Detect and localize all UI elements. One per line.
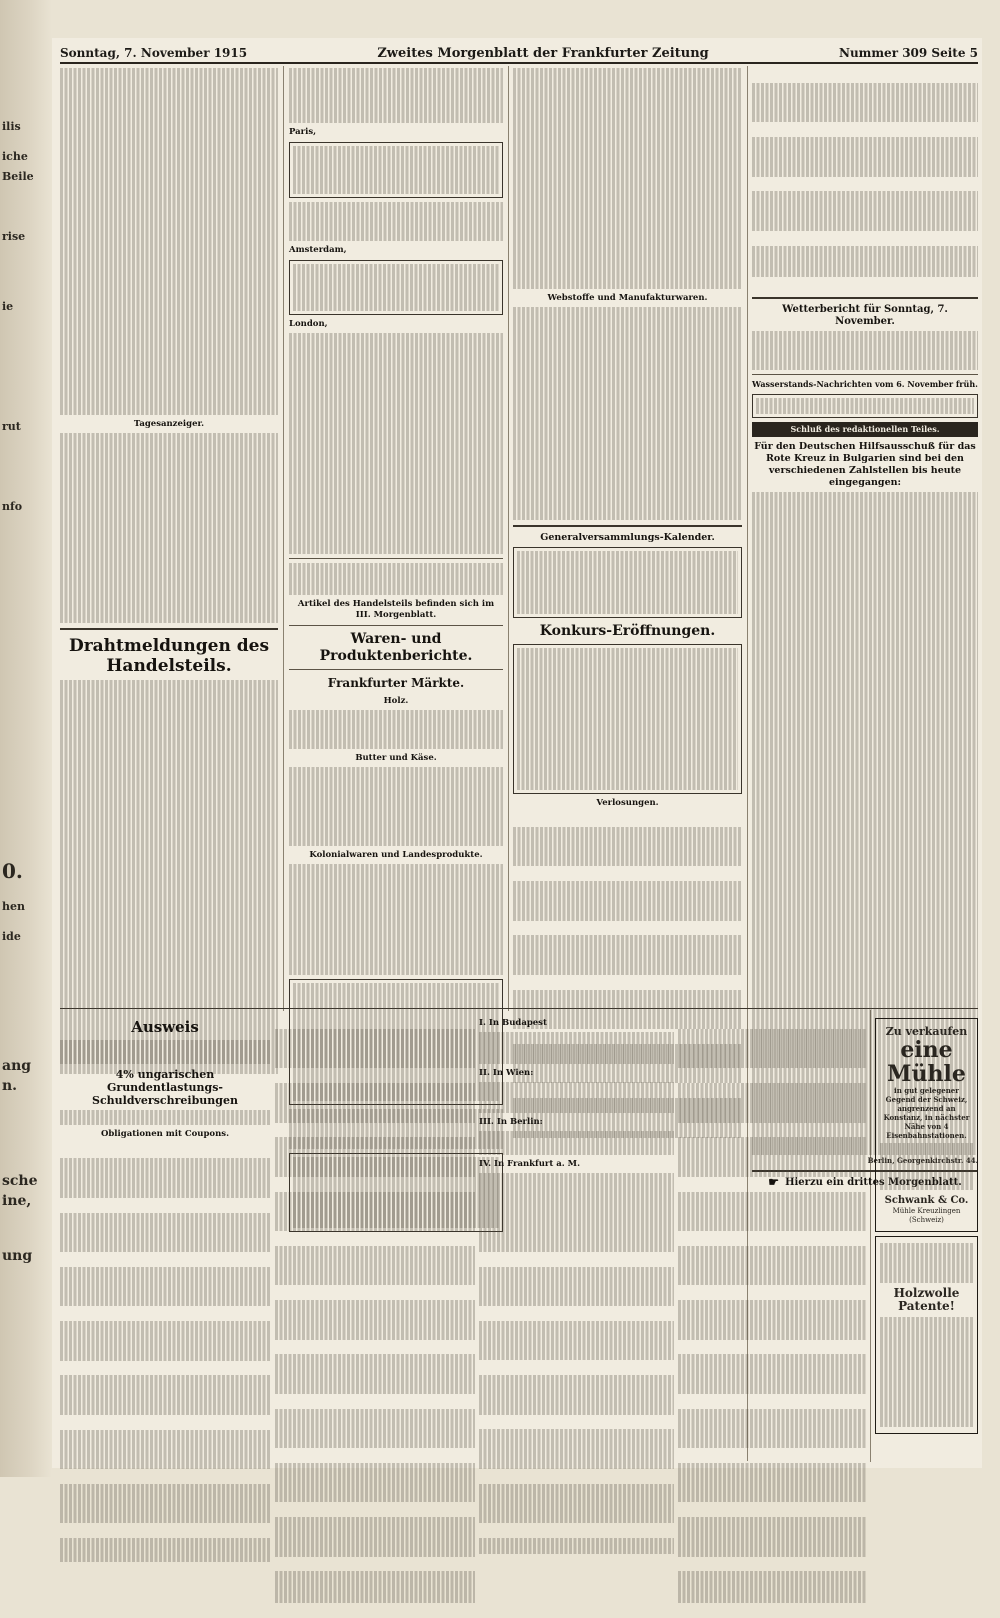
binding-fragment: ie: [2, 300, 14, 313]
wetterbericht-heading: Wetterbericht für Sonntag, 7. November.: [782, 303, 948, 327]
binding-fragment: iche: [2, 150, 28, 163]
berlin-heading: III. In Berlin:: [479, 1117, 543, 1128]
redemption-number-section: [678, 1014, 866, 1460]
lottery-number-table: [752, 68, 978, 292]
binding-fragment: n.: [2, 1078, 18, 1094]
binding-fragment: sche: [2, 1173, 38, 1189]
ad-line1: Zu verkaufen: [885, 1025, 968, 1038]
pointing-hand-icon: ☛: [768, 1174, 780, 1189]
budapest-heading: I. In Budapest: [479, 1018, 547, 1028]
page-binding: [0, 0, 52, 1477]
webstoffe-heading: Webstoffe und Manufakturwaren.: [547, 292, 708, 303]
masthead-date: Sonntag, 7. November 1915: [60, 46, 248, 60]
waren-heading: Waren- und Produktenberichte.: [319, 630, 473, 664]
artikel-note: Artikel des Handelsteils befinden sich im III. Morgenblatt.: [297, 598, 495, 620]
butter-heading: Butter und Käse.: [355, 753, 437, 764]
binding-fragment: ide: [2, 930, 21, 943]
drahtmeldungen-heading: Drahtmeldungen des Handelsteils.: [68, 635, 270, 676]
zahlstellen-section: [479, 1014, 674, 1460]
binding-fragment: ung: [2, 1248, 33, 1264]
hierzu-text: Hierzu ein drittes Morgenblatt.: [785, 1176, 962, 1188]
binding-fragment: ine,: [2, 1193, 32, 1209]
schluss-banner: Schluß des redaktionellen Teiles.: [752, 422, 978, 437]
konkurs-heading: Konkurs-Eröffnungen.: [539, 623, 716, 640]
frankfurter-maerkte-heading: Frankfurter Märkte.: [327, 675, 465, 690]
column-1: [60, 68, 278, 1004]
frankfurt-heading: IV. In Frankfurt a. M.: [479, 1158, 581, 1169]
paris-heading: Paris,: [289, 127, 317, 138]
wien-heading: II. In Wien:: [479, 1067, 534, 1078]
amsterdam-heading: Amsterdam,: [289, 245, 347, 256]
binding-fragment: rise: [2, 230, 26, 243]
holzwolle-advertisement: [875, 1236, 978, 1434]
tagesanzeiger-heading: Tagesanzeiger.: [133, 419, 205, 430]
binding-fragment: hen: [2, 900, 25, 913]
masthead-title: Zweites Morgenblatt der Frankfurter Zeitung: [377, 45, 709, 61]
ad2-title: Holzwolle Patente!: [893, 1285, 960, 1313]
ausweis-heading: Ausweis: [131, 1018, 199, 1036]
ausweis-section: [60, 1014, 270, 1460]
column-3: [513, 68, 742, 1004]
ad-contact: Schwank & Co.: [884, 1195, 969, 1207]
muehle-advertisement: [875, 1018, 978, 1232]
ad-line3: in gut gelegener Gegend der Schweiz, angrenzend an Konstanz, in nächster Nähe von 4 Eisenbahnstationen.: [883, 1086, 970, 1140]
kolonialwaren-heading: Kolonialwaren und Landesprodukte.: [309, 850, 483, 861]
binding-fragment: nfo: [2, 500, 23, 513]
wasserstand-heading: Wasserstands-Nachrichten vom 6. November früh.: [752, 379, 978, 390]
binding-fragment: ilis: [2, 120, 21, 133]
binding-fragment: Beile: [2, 170, 34, 183]
column-2: [289, 68, 503, 1004]
binding-fragment: rut: [2, 420, 21, 433]
berlin-footer: Berlin, Georgenkirchstr. 44.: [867, 1156, 978, 1166]
verlosungen-heading: Verlosungen.: [596, 798, 659, 809]
hilfsausschuss-heading: Für den Deutschen Hilfsausschuß für das Rote Kreuz in Bulgarien sind bei den verschiedenen Zahlstellen bis heute eingegangen:: [754, 441, 976, 489]
masthead-issue: Nummer 309 Seite 5: [838, 46, 978, 60]
advertisement-column: [875, 1014, 978, 1460]
binding-fragment: 0.: [2, 859, 23, 883]
london-heading: London,: [289, 319, 328, 330]
ausweis-number-columns: [275, 1014, 475, 1460]
ausweis-subheading: 4% ungarischen Grundentlastungs-Schuldverschreibungen: [92, 1067, 238, 1107]
column-rule: [283, 66, 284, 1011]
generalversammlungen-heading: Generalversammlungs-Kalender.: [540, 531, 715, 543]
holz-heading: Holz.: [383, 695, 409, 706]
masthead: [60, 44, 978, 64]
obligationen-heading: Obligationen mit Coupons.: [100, 1129, 230, 1140]
binding-fragment: ang: [2, 1058, 32, 1074]
column-rule: [508, 66, 509, 1011]
ad-place: Mühle Kreuzlingen (Schweiz): [892, 1207, 961, 1225]
ad-line2: eine Mühle: [887, 1037, 966, 1087]
